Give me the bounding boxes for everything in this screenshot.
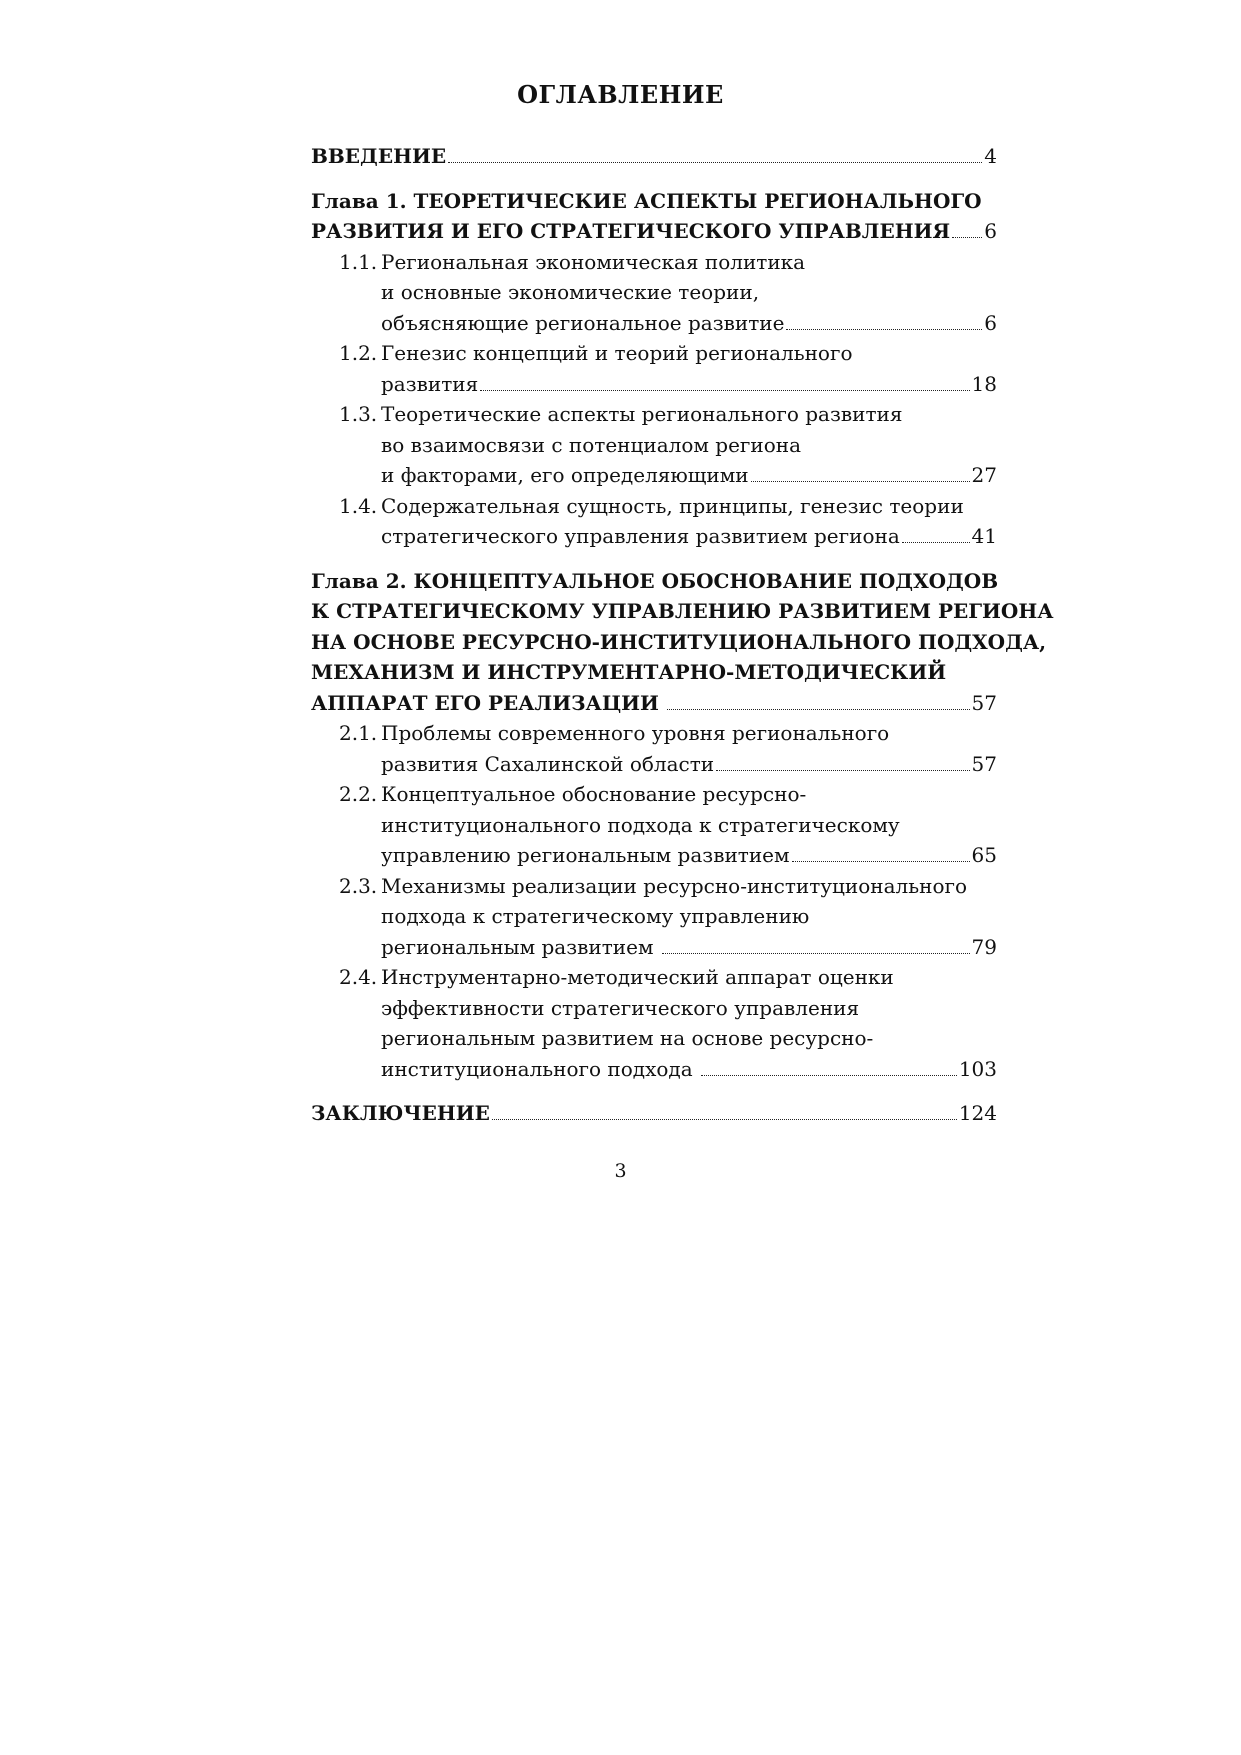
section-title-line: региональным развитием xyxy=(381,934,654,959)
section-title-line: Механизмы реализации ресурсно-институционального xyxy=(381,873,968,898)
toc-page-number: 27 xyxy=(971,463,997,487)
section-title-line: региональным развитием на основе ресурсно- xyxy=(381,1026,874,1050)
section-title-line: объясняющие региональное развитие xyxy=(381,310,785,335)
toc-section-2-4[interactable] xyxy=(311,962,997,1084)
toc-chapter-2-heading-line-2[interactable] xyxy=(311,596,1054,627)
section-title-line: Инструментарно-методический аппарат оценки xyxy=(381,965,894,989)
toc-page-number: 41 xyxy=(971,524,997,548)
section-number: 2.1. xyxy=(339,721,378,745)
section-title-line: эффективности стратегического управления xyxy=(381,995,860,1020)
toc-entry-label: ЗАКЛЮЧЕНИЕ xyxy=(311,1101,490,1125)
section-title-line: Генезис концепций и теорий регионального xyxy=(381,341,853,365)
section-number: 1.2. xyxy=(339,341,378,365)
section-number: 1.3. xyxy=(339,402,378,426)
toc-chapter-2-title-part-2: К СТРАТЕГИЧЕСКОМУ УПРАВЛЕНИЮ РАЗВИТИЕМ РЕГИОНА xyxy=(311,599,1054,623)
toc-chapter-1-title-part-2: РАЗВИТИЯ И ЕГО СТРАТЕГИЧЕСКОГО УПРАВЛЕНИЯ xyxy=(311,219,951,243)
toc-section-1-4[interactable] xyxy=(311,491,997,552)
dot-leader xyxy=(792,861,970,862)
section-title-line: и основные экономические теории, xyxy=(381,280,760,304)
section-title-line: Концептуальное обоснование ресурсно- xyxy=(381,782,807,806)
section-title-line: во взаимосвязи с потенциалом региона xyxy=(381,432,802,457)
section-title-line: Содержательная сущность, принципы, генезис теории xyxy=(381,493,964,518)
table-of-contents xyxy=(311,141,1054,1129)
section-title-line: Региональная экономическая политика xyxy=(381,249,806,274)
toc-section-2-1[interactable] xyxy=(311,718,997,779)
section-title-line: стратегического управления развитием региона xyxy=(381,524,900,548)
section-title-line: и факторами, его определяющими xyxy=(381,463,749,487)
section-title-line: Теоретические аспекты регионального развития xyxy=(381,402,903,426)
toc-chapter-1-heading-line-1[interactable] xyxy=(311,186,997,217)
toc-section-1-3[interactable] xyxy=(311,399,997,491)
section-number: 1.1. xyxy=(339,249,378,274)
toc-page-number: 103 xyxy=(958,1056,997,1081)
toc-chapter-1-title-part-1: Глава 1. ТЕОРЕТИЧЕСКИЕ АСПЕКТЫ РЕГИОНАЛЬНОГО xyxy=(311,188,982,213)
toc-chapter-2-heading-line-5[interactable] xyxy=(311,688,997,719)
section-title-line: Проблемы современного уровня регионального xyxy=(381,721,890,745)
toc-chapter-2-heading-line-1[interactable] xyxy=(311,566,997,597)
toc-page-number: 57 xyxy=(971,690,997,715)
toc-page-number: 57 xyxy=(971,751,997,776)
toc-section-2-2[interactable] xyxy=(311,779,997,871)
toc-chapter-2 xyxy=(311,566,1054,1085)
toc-entry-conclusion[interactable] xyxy=(311,1098,997,1129)
toc-chapter-2-title-part-1: Глава 2. КОНЦЕПТУАЛЬНОЕ ОБОСНОВАНИЕ ПОДХОДОВ xyxy=(311,568,999,593)
toc-entry-introduction[interactable] xyxy=(311,141,997,172)
dot-leader xyxy=(480,390,969,391)
section-title-line: управлению региональным развитием xyxy=(381,843,790,867)
toc-chapter-2-heading-line-3[interactable] xyxy=(311,627,1047,658)
toc-chapter-2-heading-line-4[interactable] xyxy=(311,657,997,688)
dot-leader xyxy=(751,481,970,482)
page-number: 3 xyxy=(614,1160,627,1182)
toc-page-number: 6 xyxy=(984,310,997,335)
toc-page-number: 18 xyxy=(971,371,997,396)
dot-leader xyxy=(786,329,982,330)
toc-page-number: 65 xyxy=(971,843,997,867)
dot-leader xyxy=(716,770,969,771)
toc-page-number: 79 xyxy=(971,934,997,959)
section-number: 1.4. xyxy=(339,493,378,518)
dot-leader xyxy=(701,1075,957,1076)
section-title-line: институционального подхода xyxy=(381,1056,693,1081)
section-number: 2.4. xyxy=(339,965,378,989)
dot-leader xyxy=(448,162,982,163)
toc-chapter-2-title-part-4: МЕХАНИЗМ И ИНСТРУМЕНТАРНО-МЕТОДИЧЕСКИЙ xyxy=(311,660,947,684)
dot-leader xyxy=(667,709,970,710)
toc-page-number: 6 xyxy=(984,219,997,243)
section-title-line: развития xyxy=(381,371,479,396)
page-title: ОГЛАВЛЕНИЕ xyxy=(517,80,724,109)
toc-section-1-1[interactable] xyxy=(311,247,997,339)
toc-chapter-2-title-part-5: АППАРАТ ЕГО РЕАЛИЗАЦИИ xyxy=(311,690,659,715)
section-title-line: институционального подхода к стратегическому xyxy=(381,812,900,837)
toc-entry-label: ВВЕДЕНИЕ xyxy=(311,144,447,168)
toc-page-number: 124 xyxy=(958,1101,997,1125)
dot-leader xyxy=(902,542,970,543)
section-number: 2.3. xyxy=(339,873,378,898)
toc-chapter-1 xyxy=(311,186,997,552)
section-number: 2.2. xyxy=(339,782,378,806)
section-title-line: подхода к стратегическому управлению xyxy=(381,904,810,928)
dot-leader xyxy=(662,953,970,954)
toc-chapter-1-heading-line-2[interactable] xyxy=(311,216,997,247)
section-title-line: развития Сахалинской области xyxy=(381,751,715,776)
toc-section-2-3[interactable] xyxy=(311,871,997,963)
toc-page-number: 4 xyxy=(984,144,997,168)
toc-chapter-2-title-part-3: НА ОСНОВЕ РЕСУРСНО-ИНСТИТУЦИОНАЛЬНОГО ПОДХОДА, xyxy=(311,629,1047,654)
dot-leader xyxy=(492,1119,957,1120)
toc-section-1-2[interactable] xyxy=(311,338,997,399)
dot-leader xyxy=(952,237,982,238)
